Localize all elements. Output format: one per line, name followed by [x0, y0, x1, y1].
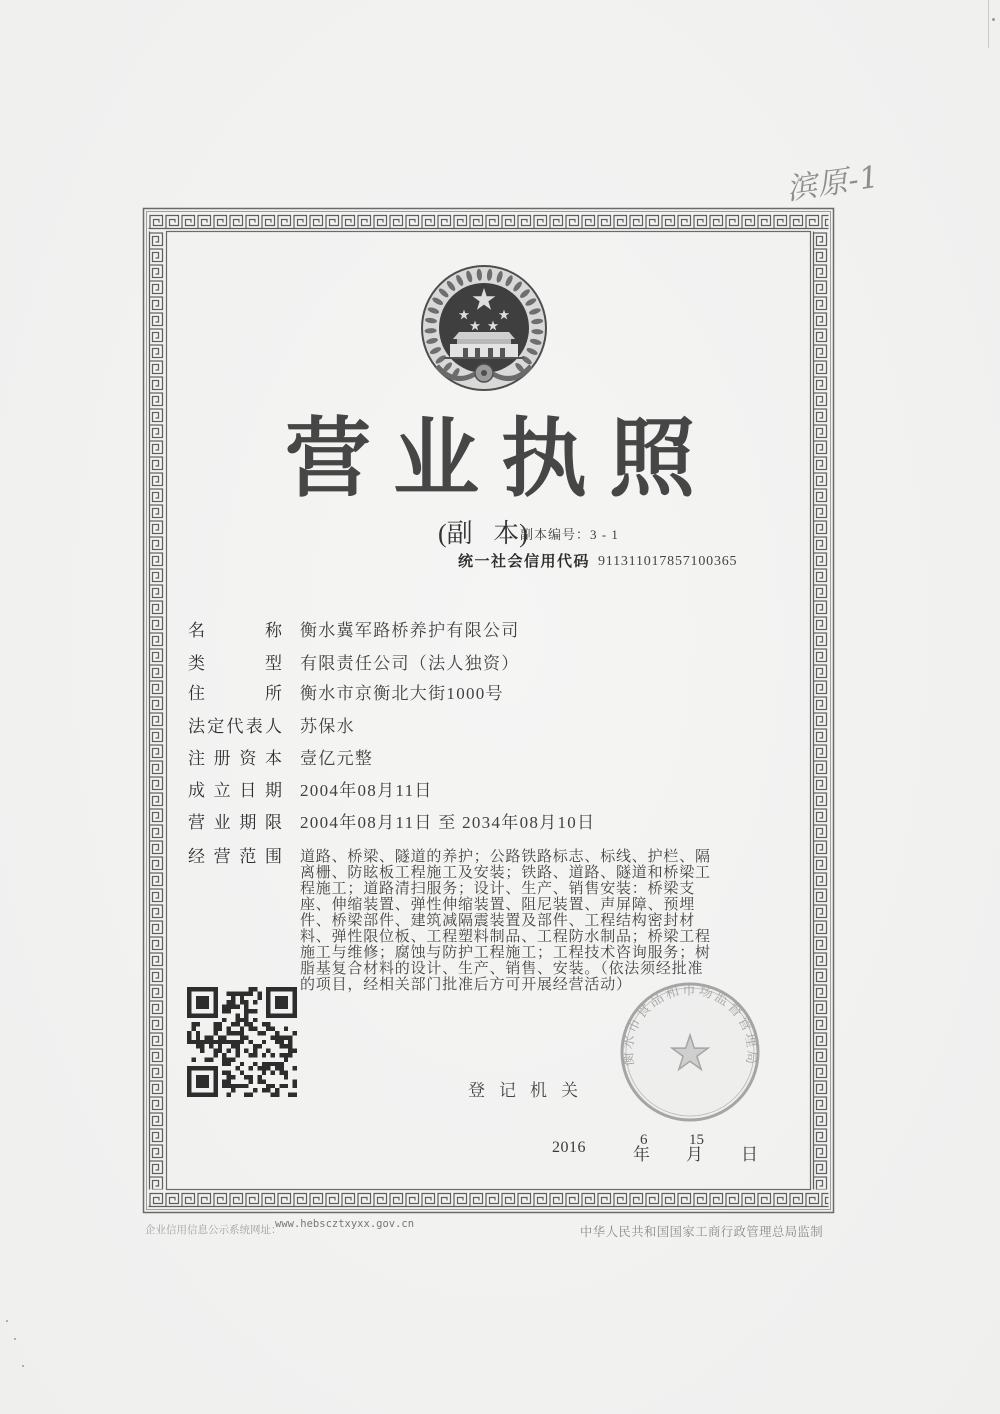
qr-module	[222, 1040, 226, 1044]
qr-module	[293, 1066, 297, 1070]
qr-module	[231, 1075, 235, 1079]
qr-module	[244, 1005, 248, 1009]
field-value: 2004年08月11日	[300, 781, 433, 800]
qr-module	[244, 1013, 248, 1017]
qr-module	[235, 1040, 239, 1044]
qr-module	[284, 1027, 288, 1031]
qr-module	[218, 1040, 222, 1044]
issue-day: 15	[689, 1132, 704, 1148]
qr-module	[253, 1027, 257, 1031]
qr-module	[227, 991, 231, 995]
qr-module	[266, 1062, 270, 1066]
field-label: 成立日期	[188, 781, 282, 800]
qr-module	[284, 1053, 288, 1057]
qr-module	[284, 1071, 288, 1075]
field-row-scope	[188, 847, 282, 867]
qr-module	[227, 1071, 231, 1075]
qr-module	[279, 1044, 283, 1048]
qr-module	[275, 1040, 279, 1044]
qr-module	[284, 1075, 288, 1079]
qr-module	[222, 1071, 226, 1075]
field-value: 壹亿元整	[300, 749, 374, 768]
qr-module	[244, 991, 248, 995]
border-band-top	[149, 214, 829, 230]
qr-module	[222, 1079, 226, 1083]
qr-module	[249, 1075, 253, 1079]
qr-module	[240, 1062, 244, 1066]
qr-module	[222, 1053, 226, 1057]
qr-module	[257, 1044, 261, 1048]
qr-module	[235, 1053, 239, 1057]
qr-module	[244, 1022, 248, 1026]
qr-module	[279, 1040, 283, 1044]
qr-module	[249, 991, 253, 995]
scope-line: 件、桥梁部件、建筑减隔震装置及部件、工程结构密封材	[300, 913, 696, 929]
qr-module	[275, 996, 288, 1009]
qr-module	[275, 1093, 279, 1097]
qr-module	[227, 1093, 231, 1097]
qr-module	[262, 1031, 266, 1035]
qr-module	[288, 1035, 292, 1039]
qr-module	[266, 1049, 270, 1053]
qr-module	[191, 1022, 195, 1026]
qr-module	[209, 1057, 213, 1061]
qr-module	[279, 1066, 283, 1070]
qr-module	[235, 991, 239, 995]
year-unit: 年	[633, 1145, 650, 1164]
footer-issuer: 中华人民共和国国家工商行政管理总局监制	[580, 1225, 824, 1239]
qr-module	[209, 1035, 213, 1039]
qr-module	[222, 1009, 226, 1013]
field-row-name	[188, 621, 520, 641]
qr-module	[262, 1066, 266, 1070]
scope-line: 的项目，经相关部门批准后方可开展经营活动）	[300, 977, 632, 993]
qr-module	[235, 1005, 239, 1009]
qr-module	[262, 1022, 266, 1026]
field-label: 类型	[188, 654, 282, 673]
qr-module	[240, 1035, 244, 1039]
qr-module	[222, 1018, 226, 1022]
qr-module	[257, 1075, 261, 1079]
field-label: 住所	[188, 684, 282, 703]
qr-module	[293, 1079, 297, 1083]
qr-module	[249, 987, 253, 991]
qr-module	[235, 1084, 239, 1088]
qr-module	[293, 1031, 297, 1035]
qr-module	[293, 1049, 297, 1053]
field-label: 法定代表人	[188, 717, 282, 736]
field-row-founded	[188, 781, 433, 801]
field-value: 衡水市京衡北大街1000号	[300, 684, 504, 703]
qr-module	[266, 1088, 270, 1092]
qr-module	[244, 1084, 248, 1088]
issue-month: 6	[640, 1132, 648, 1148]
qr-module	[271, 1062, 275, 1066]
qr-module	[235, 1018, 239, 1022]
qr-module	[249, 1027, 253, 1031]
qr-module	[271, 1093, 275, 1097]
qr-module	[227, 1075, 231, 1079]
qr-module	[253, 1053, 257, 1057]
field-row-address	[188, 684, 504, 704]
issue-year: 2016	[552, 1139, 586, 1156]
scope-line: 料、弹性限位板、工程塑料制品、工程防水制品；桥梁工程	[300, 929, 711, 945]
qr-module	[249, 1093, 253, 1097]
qr-module	[227, 1009, 231, 1013]
border-band-right	[813, 232, 829, 1190]
qr-module	[262, 1053, 266, 1057]
scope-line: 施工与维修；腐蚀与防护工程施工；工程技术咨询服务；树	[300, 945, 711, 961]
qr-module	[218, 1027, 222, 1031]
qr-module	[200, 1049, 204, 1053]
qr-module	[235, 1031, 239, 1035]
qr-module	[240, 991, 244, 995]
qr-module	[231, 1022, 235, 1026]
qr-module	[187, 1035, 191, 1039]
border-band-bottom	[149, 1192, 829, 1208]
field-value: 有限责任公司（法人独资）	[300, 654, 520, 673]
qr-module	[244, 1075, 248, 1079]
qr-module	[235, 1066, 239, 1070]
month-unit: 月	[686, 1145, 703, 1164]
qr-module	[253, 1049, 257, 1053]
qr-module	[262, 1071, 266, 1075]
credit-code-label: 统一社会信用代码	[458, 554, 591, 570]
tiananmen-gate-icon	[444, 332, 524, 358]
qr-module	[293, 1084, 297, 1088]
qr-module	[218, 1035, 222, 1039]
qr-module	[249, 1022, 253, 1026]
qr-module	[240, 1084, 244, 1088]
qr-module	[253, 1088, 257, 1092]
qr-module	[240, 1040, 244, 1044]
qr-module	[227, 1005, 231, 1009]
qr-module	[222, 1057, 226, 1061]
qr-module	[191, 1040, 195, 1044]
business-scope-text	[300, 849, 711, 993]
qr-module	[222, 1005, 226, 1009]
qr-module	[191, 1057, 195, 1061]
qr-module	[271, 1084, 275, 1088]
qr-module	[279, 1084, 283, 1088]
qr-module	[271, 1053, 275, 1057]
qr-module	[266, 1027, 270, 1031]
qr-module	[227, 1057, 231, 1061]
qr-module	[275, 1031, 279, 1035]
field-value: 衡水冀军路桥养护有限公司	[300, 621, 520, 640]
page-title: 营业执照	[285, 409, 717, 509]
qr-module	[213, 1031, 217, 1035]
qr-module	[213, 1022, 217, 1026]
qr-module	[231, 1088, 235, 1092]
qr-module	[218, 1049, 222, 1053]
scope-line: 离栅、防眩板工程施工及安装；铁路、道路、隧道和桥梁工	[300, 865, 711, 881]
qr-module	[244, 1018, 248, 1022]
qr-module	[191, 1027, 195, 1031]
qr-module	[200, 1044, 204, 1048]
handwritten-note: 滨原-1	[784, 159, 882, 208]
official-seal	[615, 977, 765, 1127]
qr-module	[288, 1049, 292, 1053]
qr-module	[262, 1088, 266, 1092]
field-row-capital	[188, 749, 374, 769]
qr-module	[244, 1049, 248, 1053]
qr-module	[196, 1044, 200, 1048]
qr-module	[227, 1049, 231, 1053]
qr-module	[196, 1075, 209, 1088]
qr-module	[249, 1066, 253, 1070]
qr-module	[196, 1040, 200, 1044]
qr-module	[279, 1071, 283, 1075]
qr-module	[227, 1079, 231, 1083]
field-label: 营业期限	[188, 813, 282, 832]
qr-module	[227, 1062, 231, 1066]
qr-module	[227, 1040, 231, 1044]
qr-module	[196, 1022, 200, 1026]
field-label: 名称	[188, 621, 282, 640]
qr-module	[279, 1035, 283, 1039]
qr-module	[284, 1057, 288, 1061]
field-value: 苏保水	[300, 717, 355, 736]
qr-module	[235, 1022, 239, 1026]
qr-module	[235, 1044, 239, 1048]
qr-module	[249, 1009, 253, 1013]
national-emblem-icon	[420, 264, 548, 392]
qr-module	[213, 1049, 217, 1053]
qr-module	[240, 1000, 244, 1004]
qr-module	[240, 1018, 244, 1022]
qr-module	[262, 1079, 266, 1083]
field-row-legal-rep	[188, 717, 355, 737]
qr-module	[253, 1062, 257, 1066]
qr-module	[209, 1044, 213, 1048]
qr-module	[213, 1027, 217, 1031]
qr-module	[266, 1022, 270, 1026]
field-row-term	[188, 813, 596, 833]
qr-module	[196, 996, 209, 1009]
qr-module	[240, 1027, 244, 1031]
qr-module	[231, 1000, 235, 1004]
field-label: 经营范围	[188, 847, 282, 866]
qr-module	[253, 1044, 257, 1048]
qr-module	[266, 1066, 270, 1070]
registration-authority: 登记机关	[468, 1081, 592, 1100]
qr-module	[187, 1040, 191, 1044]
qr-module	[227, 1000, 231, 1004]
qr-module	[196, 1031, 200, 1035]
qr-module	[249, 1053, 253, 1057]
footer-system-label: 企业信用信息公示系统网址：	[145, 1225, 282, 1236]
field-label: 注册资本	[188, 749, 282, 768]
qr-module	[284, 1044, 288, 1048]
qr-module	[249, 1040, 253, 1044]
qr-module	[205, 1035, 209, 1039]
qr-module	[279, 1062, 283, 1066]
qr-module	[257, 1079, 261, 1083]
qr-module	[244, 1009, 248, 1013]
qr-module	[187, 1031, 191, 1035]
qr-module	[288, 1044, 292, 1048]
qr-module	[257, 996, 261, 1000]
qr-module	[257, 1066, 261, 1070]
qr-module	[227, 1027, 231, 1031]
qr-module	[293, 1093, 297, 1097]
scope-line: 程施工；道路清扫服务；设计、生产、销售安装：桥梁支	[300, 881, 696, 897]
qr-module	[240, 1071, 244, 1075]
copy-number: 副本编号：3 - 1	[520, 527, 619, 542]
qr-module	[253, 1018, 257, 1022]
qr-module	[231, 1040, 235, 1044]
qr-module	[253, 1000, 257, 1004]
qr-module	[205, 1057, 209, 1061]
qr-module	[240, 996, 244, 1000]
qr-module	[209, 1040, 213, 1044]
qr-module	[205, 1040, 209, 1044]
qr-module	[257, 991, 261, 995]
seal-text: 衡水市食品和市场监督管理局	[619, 982, 761, 1067]
qr-module	[231, 991, 235, 995]
footer-url: www.hebscztxyxx.gov.cn	[275, 1218, 415, 1230]
copy-label: (副 本)	[438, 519, 528, 548]
qr-module	[284, 1084, 288, 1088]
qr-module	[231, 1031, 235, 1035]
qr-module	[222, 1035, 226, 1039]
qr-module	[284, 1035, 288, 1039]
qr-module	[275, 1062, 279, 1066]
qr-module	[222, 1062, 226, 1066]
qr-module	[271, 1027, 275, 1031]
qr-module	[262, 1040, 266, 1044]
qr-module	[231, 1057, 235, 1061]
qr-module	[262, 1062, 266, 1066]
qr-module	[231, 1084, 235, 1088]
qr-module	[253, 987, 257, 991]
qr-module	[200, 1040, 204, 1044]
qr-module	[288, 1040, 292, 1044]
field-row-type	[188, 654, 520, 674]
qr-module	[244, 1035, 248, 1039]
qr-module	[271, 1071, 275, 1075]
qr-module	[288, 1093, 292, 1097]
qr-module	[253, 1009, 257, 1013]
qr-module	[266, 1084, 270, 1088]
border-band-left	[149, 232, 165, 1190]
qr-module	[196, 1035, 200, 1039]
qr-module	[244, 1000, 248, 1004]
qr-module	[249, 1079, 253, 1083]
qr-module	[288, 1053, 292, 1057]
qr-code-icon	[187, 987, 297, 1097]
scope-line: 道路、桥梁、隧道的养护；公路铁路标志、标线、护栏、隔	[300, 849, 711, 865]
qr-module	[275, 1066, 279, 1070]
qr-module	[231, 996, 235, 1000]
day-unit: 日	[741, 1145, 758, 1164]
scope-line: 座、伸缩装置、弹性伸缩装置、阻尼装置、声屏障、预埋	[300, 897, 696, 913]
qr-module	[213, 1040, 217, 1044]
qr-module	[218, 1044, 222, 1048]
qr-module	[257, 1031, 261, 1035]
field-value: 2004年08月11日 至 2034年08月10日	[300, 813, 596, 832]
qr-module	[218, 1022, 222, 1026]
qr-module	[227, 1031, 231, 1035]
credit-code-value: 911311017857100365	[598, 554, 738, 569]
qr-module	[222, 1084, 226, 1088]
qr-module	[275, 1035, 279, 1039]
scope-line: 脂基复合材料的设计、生产、销售、安装。（依法须经批准	[300, 961, 704, 977]
qr-module	[227, 1084, 231, 1088]
qr-module	[279, 1053, 283, 1057]
qr-module	[235, 1013, 239, 1017]
qr-module	[240, 1031, 244, 1035]
qr-module	[213, 1053, 217, 1057]
qr-module	[244, 1093, 248, 1097]
qr-module	[235, 1049, 239, 1053]
qr-module	[271, 1035, 275, 1039]
qr-module	[231, 1005, 235, 1009]
qr-module	[231, 1044, 235, 1048]
qr-module	[275, 1088, 279, 1092]
